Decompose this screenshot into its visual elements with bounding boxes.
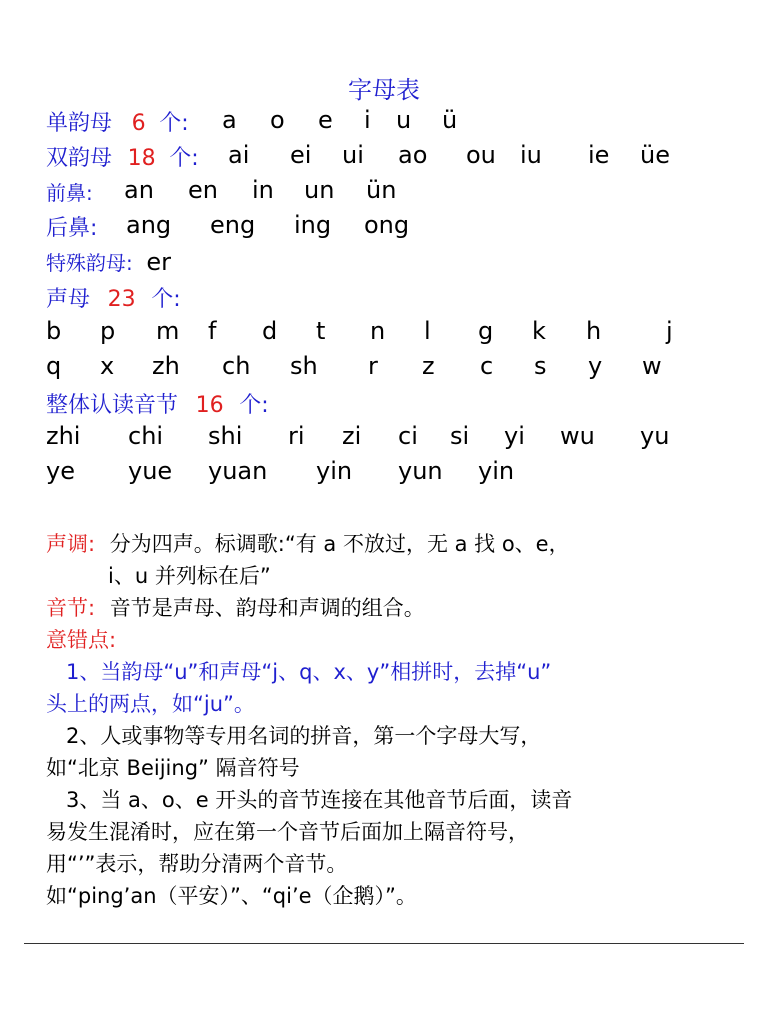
pinyin-item: ui [342,141,364,169]
single-finals-count: 6 [131,111,146,136]
pinyin-item: ou [466,141,496,169]
pinyin-item: üe [640,141,670,169]
pinyin-item: a [222,106,237,134]
page-title: 字母表 [348,76,420,104]
whole-syllables-unit: 个: [239,393,269,418]
pinyin-item: b [46,317,62,345]
back-nasal-list [126,211,446,243]
pinyin-item: n [370,317,386,345]
pinyin-item: ai [228,141,250,169]
compound-finals-label: 双韵母 [46,146,113,171]
pinyin-item: j [666,317,673,345]
pinyin-item: s [534,352,547,380]
initials-line-1 [46,317,696,349]
pinyin-item: an [124,176,154,204]
pinyin-item: e [318,106,333,134]
compound-finals-unit: 个: [169,146,199,171]
pinyin-item: ün [366,176,397,204]
whole-syllables-label: 整体认读音节 [46,393,179,418]
initials-unit: 个: [151,287,181,312]
pinyin-item: c [480,352,494,380]
pinyin-item: zi [342,422,362,450]
single-finals-unit: 个: [159,111,189,136]
initials-count: 23 [107,287,136,312]
pinyin-item: f [208,317,217,345]
pinyin-item: y [588,352,603,380]
pinyin-item: ing [294,211,332,239]
pinyin-item: q [46,352,62,380]
pinyin-item: en [188,176,218,204]
pinyin-item: u [396,106,412,134]
mistake-2-line-2: 如“北京 Beijing” 隔音符号 [46,756,300,780]
pinyin-item: l [424,317,431,345]
tone-note [46,528,570,560]
single-finals-list [222,106,482,138]
pinyin-item: p [100,317,116,345]
pinyin-item: ei [290,141,312,169]
whole-syllables-line-2 [46,457,726,489]
whole-syllables-row [46,388,269,420]
mistake-1-line-1: 1、当韵母“u”和声母“j、q、x、y”相拼时，去掉“u” [66,660,552,684]
pinyin-item: ü [442,106,458,134]
single-finals-label: 单韵母 [46,111,113,136]
pinyin-item: zh [152,352,180,380]
pinyin-item: un [304,176,335,204]
pinyin-item: r [368,352,378,380]
pinyin-item: ci [398,422,418,450]
pinyin-item: ao [398,141,428,169]
mistake-2-line-1: 2、人或事物等专用名词的拼音，第一个字母大写， [66,724,542,748]
front-nasal-list [124,176,424,208]
initials-label: 声母 [46,287,91,312]
pinyin-item: ch [222,352,251,380]
compound-finals-row [46,141,199,173]
pinyin-item: i [364,106,371,134]
front-nasal-label: 前鼻: [46,181,93,205]
tone-label: 声调: [46,532,96,556]
whole-syllables-line-1 [46,422,726,454]
special-final-row [46,246,171,278]
pinyin-item: k [532,317,546,345]
pinyin-item: si [450,422,470,450]
pinyin-item: in [252,176,274,204]
back-nasal-label: 后鼻: [46,216,98,241]
syllable-note [46,592,425,624]
pinyin-item: er [146,248,172,276]
special-final-label: 特殊韵母: [46,251,133,275]
mistakes-label: 意错点: [46,628,117,652]
mistake-3-line-4: 如“ping’an（平安）”、“qi’e（企鹅）”。 [46,884,417,908]
compound-finals-count: 18 [127,146,156,171]
pinyin-item: eng [210,211,256,239]
pinyin-item: iu [520,141,542,169]
back-nasal-row [46,211,97,243]
pinyin-item: o [270,106,285,134]
pinyin-item: chi [128,422,164,450]
pinyin-item: ong [364,211,410,239]
mistake-3-line-1: 3、当 a、o、e 开头的音节连接在其他音节后面，读音 [66,788,573,812]
initials-line-2 [46,352,696,384]
pinyin-item: yuan [208,457,268,485]
pinyin-item: shi [208,422,243,450]
mistake-1-line-2: 头上的两点，如“ju”。 [46,692,255,716]
pinyin-item: sh [290,352,318,380]
tone-text-cont: i、u 并列标在后” [108,564,271,588]
tone-text: 分为四声。标调歌:“有 a 不放过，无 a 找 o、e， [109,532,570,556]
front-nasal-row [46,176,93,208]
pinyin-item: wu [560,422,595,450]
compound-finals-list [228,141,688,173]
whole-syllables-count: 16 [195,393,224,418]
bottom-divider [24,943,744,944]
pinyin-item: t [316,317,326,345]
pinyin-item: yi [504,422,525,450]
initials-row [46,282,181,314]
pinyin-item: z [422,352,435,380]
pinyin-item: ri [288,422,305,450]
mistake-3-line-3: 用“’”表示，帮助分清两个音节。 [46,852,348,876]
pinyin-item: x [100,352,115,380]
syllable-text: 音节是声母、韵母和声调的组合。 [109,596,425,620]
pinyin-item: yin [316,457,353,485]
pinyin-item: w [642,352,662,380]
pinyin-item: yin [478,457,515,485]
mistake-3-line-2: 易发生混淆时，应在第一个音节后面加上隔音符号， [46,820,529,844]
pinyin-item: g [478,317,494,345]
pinyin-item: m [156,317,180,345]
single-finals-row [46,106,189,138]
pinyin-item: ye [46,457,75,485]
syllable-label: 音节: [46,596,96,620]
pinyin-item: h [586,317,602,345]
pinyin-item: yu [640,422,670,450]
pinyin-item: yun [398,457,443,485]
pinyin-item: zhi [46,422,81,450]
pinyin-item: yue [128,457,173,485]
pinyin-item: ie [588,141,610,169]
pinyin-item: ang [126,211,172,239]
pinyin-item: d [262,317,278,345]
